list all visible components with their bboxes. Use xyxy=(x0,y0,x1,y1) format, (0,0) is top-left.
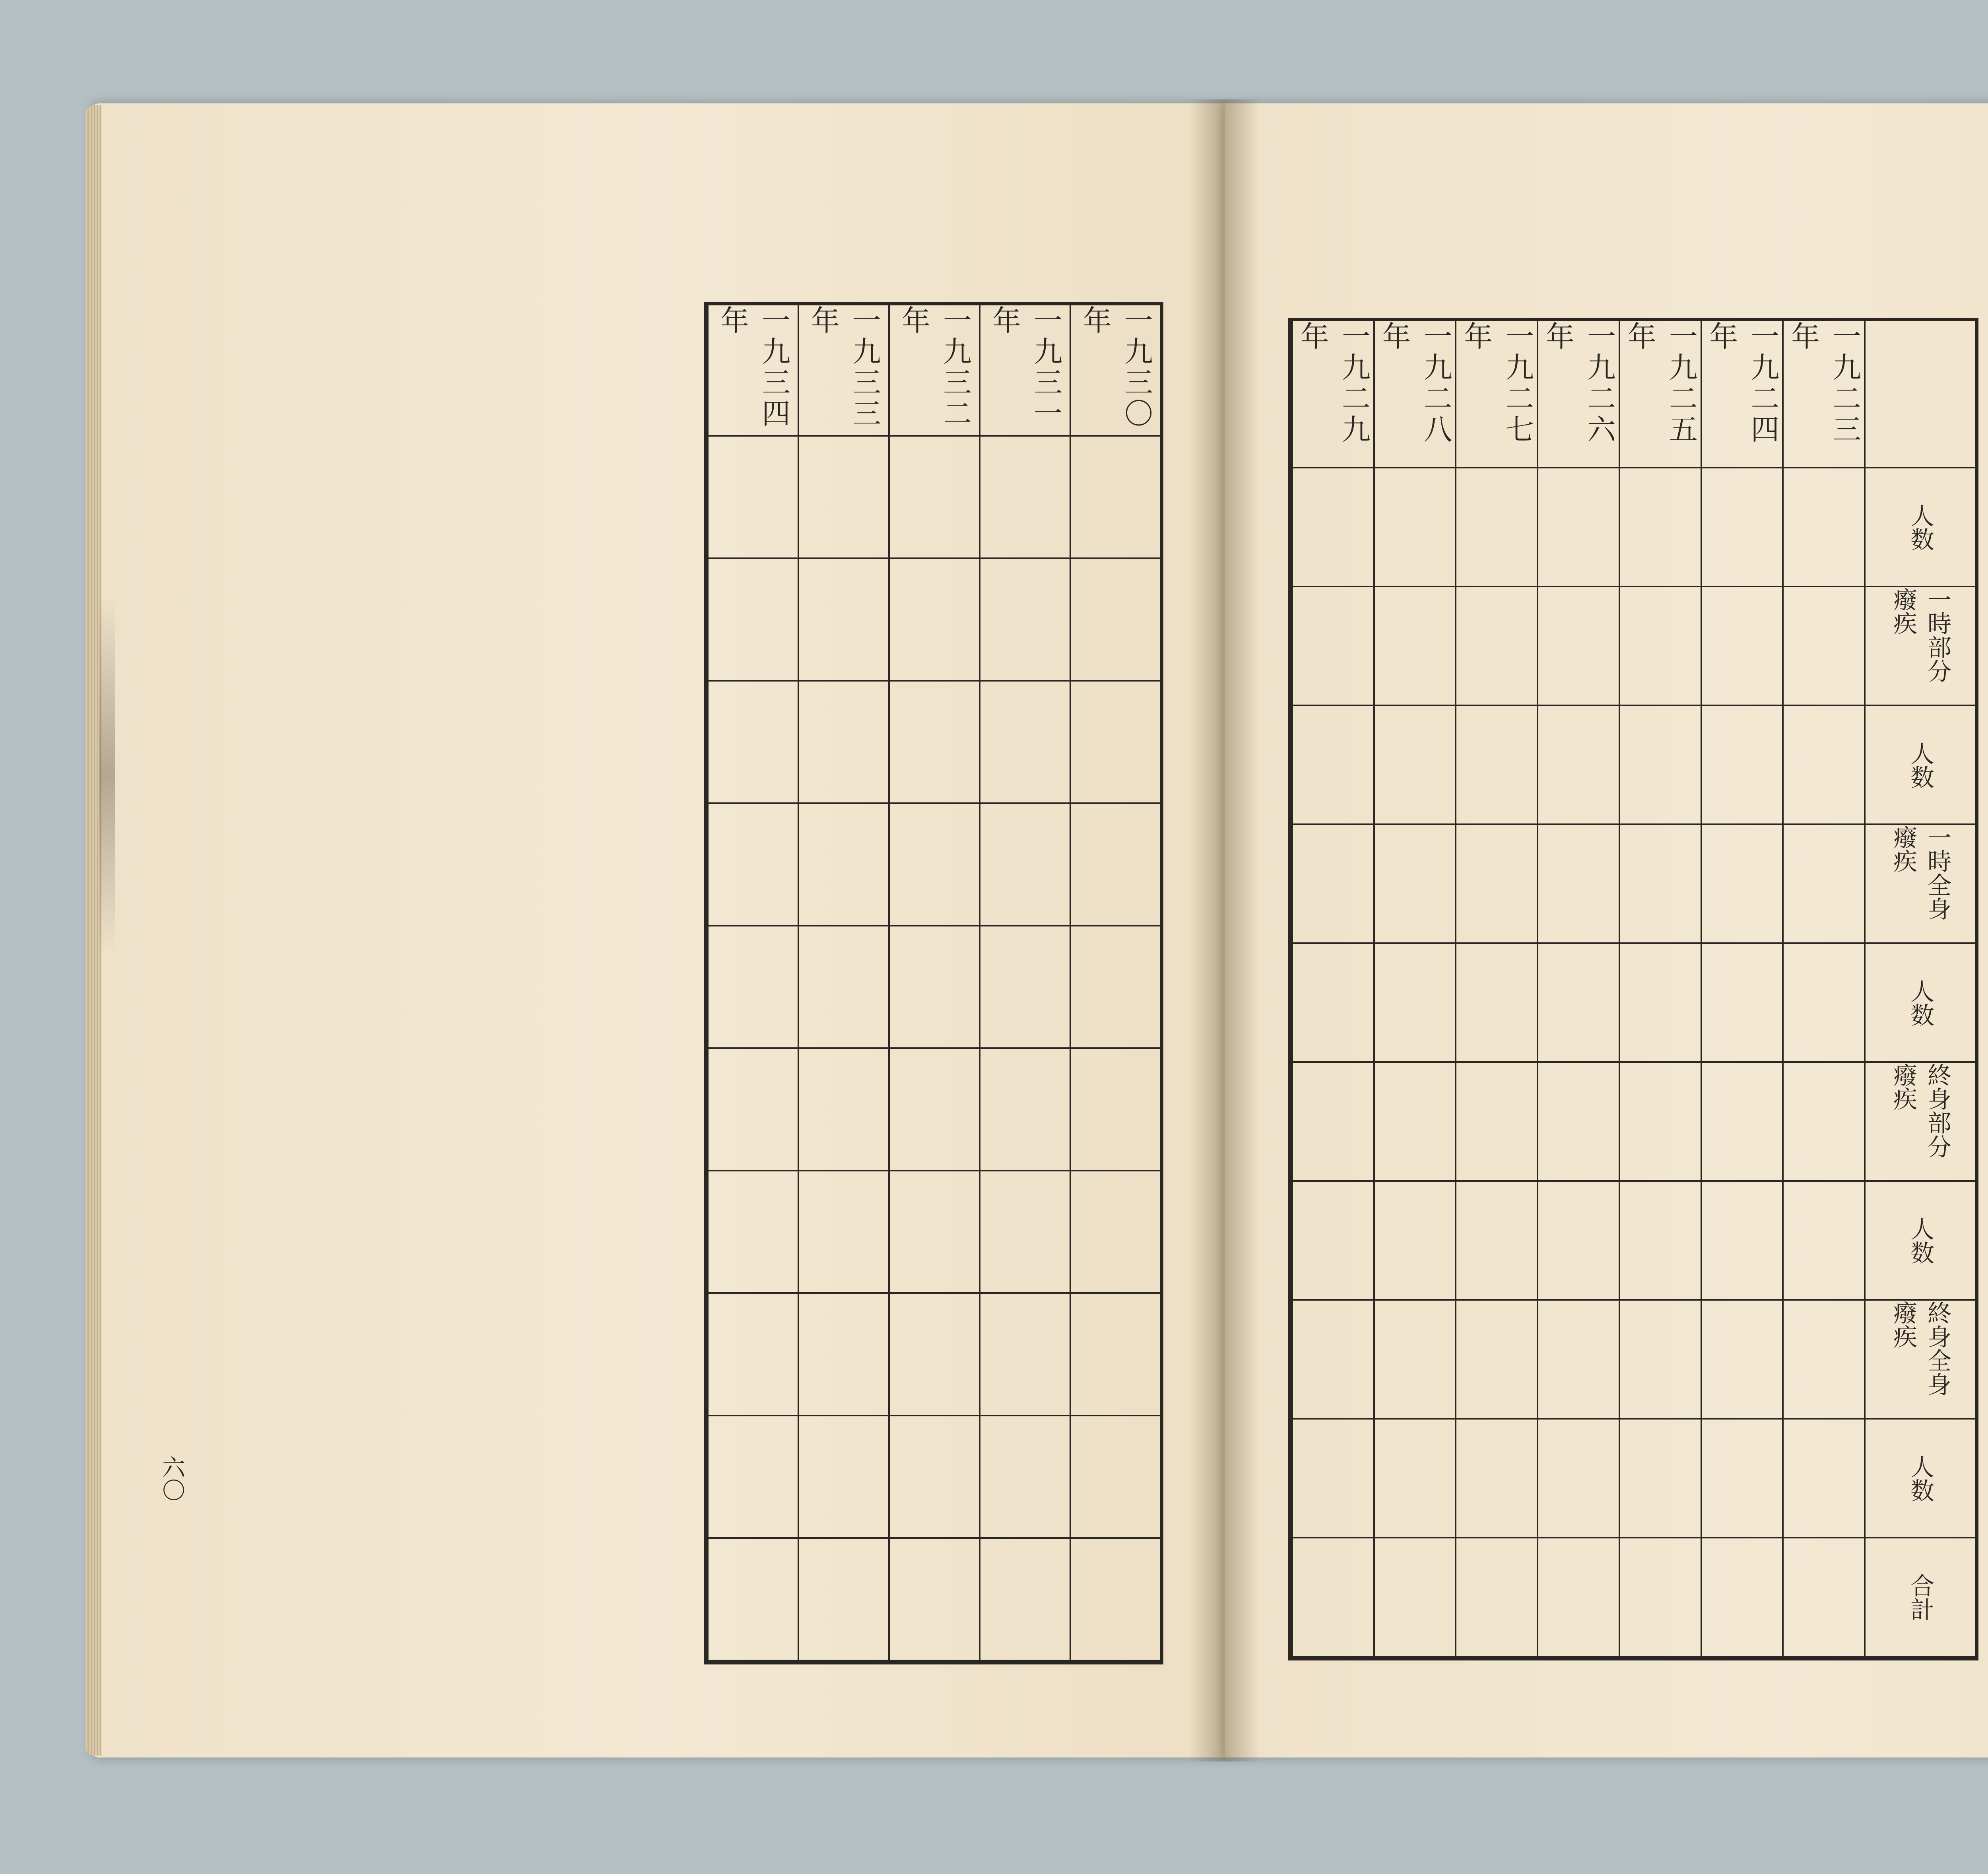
data-cell xyxy=(1373,587,1455,706)
data-cell xyxy=(798,1294,888,1416)
data-cell xyxy=(1291,1420,1373,1538)
data-cell xyxy=(1782,587,1864,706)
data-cell xyxy=(1373,1301,1455,1420)
data-cell xyxy=(888,1539,979,1661)
data-cell xyxy=(798,437,888,559)
left-page-edge xyxy=(85,105,101,1756)
data-cell xyxy=(1701,1420,1782,1538)
data-cell xyxy=(1619,587,1701,706)
data-cell xyxy=(1537,468,1619,587)
year-header-1924: 一九二四年 xyxy=(1701,321,1782,468)
data-cell xyxy=(1537,1420,1619,1538)
data-cell xyxy=(1070,1416,1160,1539)
data-cell xyxy=(1373,1063,1455,1182)
data-cell xyxy=(1701,587,1782,706)
data-cell xyxy=(1701,944,1782,1063)
data-cell xyxy=(1455,1182,1537,1301)
data-cell xyxy=(1070,682,1160,804)
data-cell xyxy=(1782,944,1864,1063)
data-cell xyxy=(707,1539,798,1661)
data-cell xyxy=(888,926,979,1049)
data-cell xyxy=(1619,825,1701,944)
data-cell xyxy=(707,682,798,804)
data-cell xyxy=(798,926,888,1049)
row-header-temp-total-count: 人数 xyxy=(1864,706,1975,825)
data-cell xyxy=(1782,1182,1864,1301)
data-cell xyxy=(1782,1538,1864,1657)
data-cell xyxy=(1619,1538,1701,1657)
data-cell xyxy=(1701,706,1782,825)
data-cell xyxy=(1619,1063,1701,1182)
data-cell xyxy=(1782,1063,1864,1182)
data-cell xyxy=(1291,706,1373,825)
row-header-temp-partial-count: 人数 xyxy=(1864,468,1975,587)
year-header-1928: 一九二八年 xyxy=(1373,321,1455,468)
data-cell xyxy=(1070,559,1160,682)
book-gutter xyxy=(1189,99,1260,1761)
data-cell xyxy=(1619,944,1701,1063)
data-cell xyxy=(707,1171,798,1294)
data-cell xyxy=(1537,1182,1619,1301)
data-cell xyxy=(1070,1294,1160,1416)
data-cell xyxy=(1455,1420,1537,1538)
data-cell xyxy=(979,1049,1070,1171)
data-cell xyxy=(1782,1301,1864,1420)
data-cell xyxy=(1701,1182,1782,1301)
data-cell xyxy=(1782,1420,1864,1538)
data-cell xyxy=(979,1539,1070,1661)
data-cell xyxy=(1455,706,1537,825)
data-cell xyxy=(1070,1539,1160,1661)
data-cell xyxy=(798,804,888,926)
year-header-1932: 一九三二年 xyxy=(888,305,979,437)
year-header-1927: 一九二七年 xyxy=(1455,321,1537,468)
year-header-1923: 一九二三年 xyxy=(1782,321,1864,468)
data-cell xyxy=(798,682,888,804)
data-cell xyxy=(1701,1063,1782,1182)
data-cell xyxy=(888,804,979,926)
data-cell xyxy=(1537,944,1619,1063)
data-cell xyxy=(707,1294,798,1416)
data-cell xyxy=(979,1171,1070,1294)
year-header-1926: 一九二六年 xyxy=(1537,321,1619,468)
row-header-life-partial-count: 人数 xyxy=(1864,944,1975,1063)
row-header-temp-partial-amount: 一時部分癈疾 xyxy=(1864,587,1975,706)
data-cell xyxy=(1701,468,1782,587)
data-cell xyxy=(1070,1171,1160,1294)
year-header-1930: 一九三〇年 xyxy=(1070,305,1160,437)
data-cell xyxy=(798,1171,888,1294)
data-cell xyxy=(707,1049,798,1171)
data-cell xyxy=(1619,468,1701,587)
data-cell xyxy=(888,1171,979,1294)
data-cell xyxy=(1291,1301,1373,1420)
data-cell xyxy=(979,1416,1070,1539)
data-cell xyxy=(1537,1538,1619,1657)
data-cell xyxy=(888,1049,979,1171)
left-data-table xyxy=(704,302,1163,1664)
data-cell xyxy=(707,804,798,926)
data-cell xyxy=(1619,1182,1701,1301)
data-cell xyxy=(1373,1182,1455,1301)
data-cell xyxy=(1537,825,1619,944)
data-cell xyxy=(888,682,979,804)
data-cell xyxy=(1291,944,1373,1063)
data-cell xyxy=(1537,1301,1619,1420)
page-number-left: 六〇 xyxy=(158,1455,185,1501)
data-cell xyxy=(1455,1538,1537,1657)
data-cell xyxy=(1291,1063,1373,1182)
data-cell xyxy=(1455,1301,1537,1420)
year-header-1925: 一九二五年 xyxy=(1619,321,1701,468)
data-cell xyxy=(798,1539,888,1661)
data-cell xyxy=(1291,1182,1373,1301)
data-cell xyxy=(707,1416,798,1539)
data-cell xyxy=(1373,825,1455,944)
row-header-temp-total-amount: 一時全身癈疾 xyxy=(1864,825,1975,944)
data-cell xyxy=(1070,926,1160,1049)
data-cell xyxy=(798,1416,888,1539)
data-cell xyxy=(1455,825,1537,944)
row-header-total-amount: 合計 xyxy=(1864,1538,1975,1657)
data-cell xyxy=(1537,706,1619,825)
data-cell xyxy=(1619,1420,1701,1538)
data-cell xyxy=(1070,1049,1160,1171)
row-header-life-total-count: 人数 xyxy=(1864,1182,1975,1301)
data-cell xyxy=(979,804,1070,926)
data-cell xyxy=(707,559,798,682)
data-cell xyxy=(707,437,798,559)
data-cell xyxy=(1455,1063,1537,1182)
data-cell xyxy=(1619,706,1701,825)
data-cell xyxy=(1291,1538,1373,1657)
data-cell xyxy=(1070,804,1160,926)
year-header-1931: 一九三一年 xyxy=(979,305,1070,437)
data-cell xyxy=(1782,825,1864,944)
data-cell xyxy=(1701,1301,1782,1420)
corner-cell xyxy=(1864,321,1975,468)
data-cell xyxy=(798,559,888,682)
data-cell xyxy=(1291,587,1373,706)
year-header-1934: 一九三四年 xyxy=(707,305,798,437)
data-cell xyxy=(888,559,979,682)
data-cell xyxy=(979,682,1070,804)
data-cell xyxy=(1373,944,1455,1063)
data-cell xyxy=(1782,706,1864,825)
data-cell xyxy=(1455,944,1537,1063)
data-cell xyxy=(979,559,1070,682)
data-cell xyxy=(707,926,798,1049)
data-cell xyxy=(888,1294,979,1416)
row-header-life-total-amount: 終身全身癈疾 xyxy=(1864,1301,1975,1420)
data-cell xyxy=(1455,587,1537,706)
data-cell xyxy=(1701,1538,1782,1657)
right-data-table xyxy=(1288,318,1978,1660)
data-cell xyxy=(798,1049,888,1171)
data-cell xyxy=(1070,437,1160,559)
data-cell xyxy=(1373,468,1455,587)
data-cell xyxy=(888,1416,979,1539)
data-cell xyxy=(1537,1063,1619,1182)
data-cell xyxy=(1373,706,1455,825)
data-cell xyxy=(888,437,979,559)
data-cell xyxy=(1373,1538,1455,1657)
data-cell xyxy=(1537,587,1619,706)
year-header-1929: 一九二九年 xyxy=(1291,321,1373,468)
data-cell xyxy=(1619,1301,1701,1420)
data-cell xyxy=(1455,468,1537,587)
left-edge-stain xyxy=(99,596,115,954)
data-cell xyxy=(979,1294,1070,1416)
data-cell xyxy=(979,926,1070,1049)
row-header-total-count: 人数 xyxy=(1864,1420,1975,1538)
row-header-life-partial-amount: 終身部分癈疾 xyxy=(1864,1063,1975,1182)
year-header-1933: 一九三三年 xyxy=(798,305,888,437)
data-cell xyxy=(1291,825,1373,944)
data-cell xyxy=(1291,468,1373,587)
data-cell xyxy=(1701,825,1782,944)
data-cell xyxy=(1782,468,1864,587)
data-cell xyxy=(979,437,1070,559)
data-cell xyxy=(1373,1420,1455,1538)
